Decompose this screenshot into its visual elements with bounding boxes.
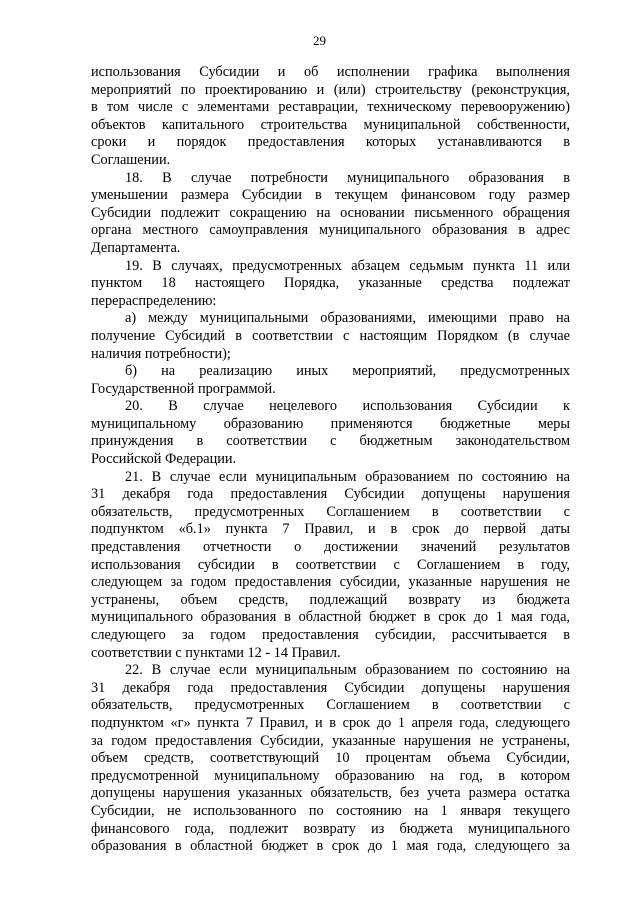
text-line: 21. В случае если муниципальным образованием по состоянию на	[125, 468, 570, 485]
text-line: наличия потребности);	[91, 345, 231, 362]
paragraph-p19a	[91, 310, 570, 363]
document-body	[91, 64, 570, 856]
text-line: 22. В случае если муниципальным образованием по состоянию на	[125, 662, 570, 679]
text-line: следующего за годом предоставления субсидии, рассчитывается в	[91, 627, 570, 643]
text-line: Государственной программой.	[91, 380, 276, 397]
paragraph-p20	[91, 398, 570, 468]
text-line: допущены нарушения указанных обязательств, без учета размера остатка	[91, 785, 570, 802]
paragraph-p19b	[91, 363, 570, 398]
text-line: объем средств, соответствующий 10 процентам объема Субсидии,	[91, 750, 570, 767]
paragraph-p-cont	[91, 64, 570, 170]
text-line: соответствии с пунктами 12 - 14 Правил.	[91, 644, 341, 661]
text-line: принуждения в соответствии с бюджетным законодательством	[91, 433, 570, 450]
text-line: подпунктом «г» пункта 7 Правил, и в срок до 1 апреля года, следующего	[91, 714, 570, 731]
text-line: б) на реализацию иных мероприятий, предусмотренных	[125, 363, 570, 380]
text-line: органа местного самоуправления муниципального образования в адрес	[91, 222, 570, 239]
text-line: обязательств, предусмотренных Соглашением в соответствии с	[91, 697, 570, 714]
text-line: финансового года, подлежит возврату из бюджета муниципального	[91, 820, 570, 837]
text-line: предусмотренной муниципальному образованию на год, в котором	[91, 767, 570, 784]
text-line: 31 декабря года предоставления Субсидии допущены нарушения	[91, 679, 570, 696]
text-line: следующем за годом предоставления субсидии, указанные нарушения не	[91, 574, 570, 591]
text-line: подпунктом «б.1» пункта 7 Правил, и в срок до первой даты	[91, 521, 570, 538]
text-line: мероприятий по проектированию и (или) строительству (реконструкция,	[91, 81, 570, 98]
text-line: в том числе с элементами реставрации, техническому перевооружению)	[91, 99, 570, 116]
text-line: пунктом 18 настоящего Порядка, указанные средства подлежат	[91, 275, 570, 292]
text-line: объектов капитального строительства муниципальной собственности,	[91, 116, 570, 133]
text-line: 18. В случае потребности муниципального образования в	[125, 169, 570, 186]
text-line: муниципальному образованию применяются бюджетные меры	[91, 415, 570, 432]
text-line: уменьшении размера Субсидии в текущем финансовом году размер	[91, 187, 570, 204]
text-line: 20. В случае нецелевого использования Субсидии к	[125, 398, 570, 415]
text-line: сроки и порядок предоставления которых устанавливаются в	[91, 134, 570, 151]
text-line: использования Субсидии и об исполнении графика выполнения	[91, 64, 570, 80]
text-line: устранены, объем средств, подлежащий возврату из бюджета	[91, 591, 570, 608]
text-line: использования субсидии в соответствии с Соглашением в году,	[91, 556, 570, 573]
text-line: обязательств, предусмотренных Соглашением в соответствии с	[91, 503, 570, 520]
text-line: Соглашении.	[91, 151, 171, 168]
text-line: а) между муниципальными образованиями, имеющими право на	[125, 310, 570, 327]
paragraph-p19	[91, 258, 570, 311]
text-line: муниципального образования в областной бюджет в срок до 1 мая года,	[91, 609, 570, 626]
text-line: 19. В случаях, предусмотренных абзацем седьмым пункта 11 или	[125, 257, 570, 274]
text-line: получение Субсидий в соответствии с настоящим Порядком (в случае	[91, 327, 570, 344]
text-line: за годом предоставления Субсидии, указанные нарушения не устранены,	[91, 732, 570, 749]
paragraph-p18	[91, 170, 570, 258]
text-line: представления отчетности о достижении значений результатов	[91, 539, 570, 556]
text-line: Субсидии, не использованного по состоянию на 1 января текущего	[91, 802, 570, 819]
text-line: 31 декабря года предоставления Субсидии допущены нарушения	[91, 486, 570, 503]
text-line: Субсидии подлежит сокращению на основании письменного обращения	[91, 204, 570, 221]
text-line: перераспределению:	[91, 292, 217, 309]
text-line: образования в областной бюджет в срок до 1 мая года, следующего за	[91, 838, 570, 855]
paragraph-p22	[91, 662, 570, 856]
page-number: 29	[313, 33, 326, 48]
text-line: Российской Федерации.	[91, 451, 237, 468]
paragraph-p21	[91, 469, 570, 663]
text-line: Департамента.	[91, 239, 181, 256]
